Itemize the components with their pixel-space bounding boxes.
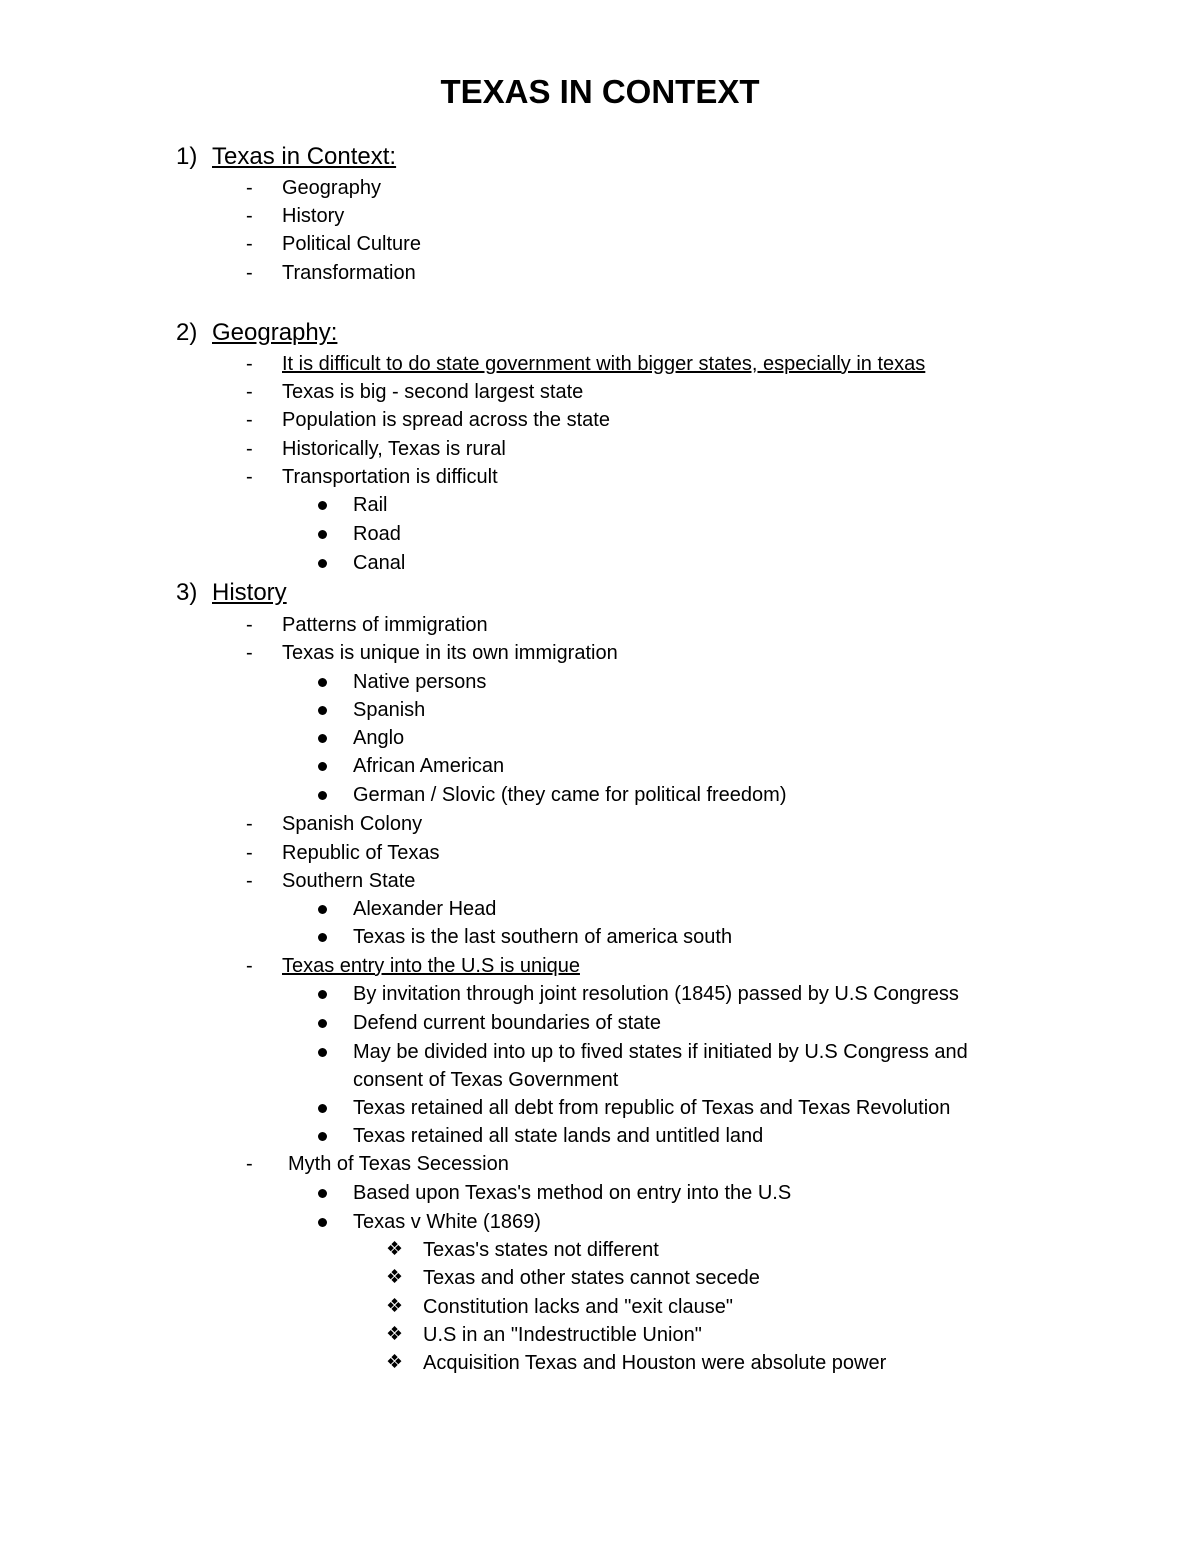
list-item: Population is spread across the state [282,409,610,431]
bullet-item: Spanish [353,699,426,721]
sub-bullet-item: Constitution lacks and "exit clause" [423,1296,733,1318]
bullet-item: German / Slovic (they came for political freedom) [353,784,787,806]
sub-bullet-item: U.S in an "Indestructible Union" [423,1324,702,1346]
section-1-heading [176,142,396,172]
bullet-item: Rail [353,494,388,516]
list-item: Myth of Texas Secession [288,1153,509,1175]
list-item: Patterns of immigration [282,614,488,636]
list-item: Southern State [282,870,416,892]
list-item: Transformation [282,262,416,284]
section-3-heading [176,578,287,608]
bullet-item: Anglo [353,727,405,749]
dash-marker: - [246,233,253,255]
list-item: Texas is unique in its own immigration [282,642,618,664]
bullet-item: Texas retained all debt from republic of Texas and Texas Revolution [353,1097,951,1119]
list-item: Transportation is difficult [282,466,498,488]
list-item: History [282,205,345,227]
list-item: Political Culture [282,233,421,255]
bullet-item: African American [353,755,505,777]
bullet-item: Based upon Texas's method on entry into the U.S [353,1182,792,1204]
list-item: Texas entry into the U.S is unique [282,955,580,977]
dash-marker: - [246,177,253,199]
bullet-item-continued: consent of Texas Government [353,1069,619,1091]
dash-marker: - [246,842,253,864]
dash-marker: - [246,870,253,892]
dash-marker: - [246,466,253,488]
section-number: 3) [176,579,198,606]
dash-marker: - [246,205,253,227]
section-title: Geography: [212,319,338,346]
dash-marker: - [246,381,253,403]
diamond-bullet-icon: ❖ [386,1352,404,1373]
sub-bullet-item: Texas and other states cannot secede [423,1267,760,1289]
dash-marker: - [246,353,253,375]
diamond-bullet-icon: ❖ [386,1296,404,1317]
dash-marker: - [246,614,253,636]
dash-marker: - [246,642,253,664]
page-title: TEXAS IN CONTEXT [440,73,760,110]
bullet-item: Texas v White (1869) [353,1211,541,1233]
diamond-bullet-icon: ❖ [386,1267,404,1288]
list-item: Texas is big - second largest state [282,381,584,403]
list-item: It is difficult to do state government with bigger states, especially in texas [282,353,926,375]
dash-marker: - [246,438,253,460]
diamond-bullet-icon: ❖ [386,1239,404,1260]
section-2-heading [176,318,337,348]
dash-marker: - [246,1153,253,1175]
bullet-item: Alexander Head [353,898,497,920]
sub-bullet-item: Acquisition Texas and Houston were absolute power [423,1352,887,1374]
sub-bullet-item: Texas's states not different [423,1239,659,1261]
section-number: 2) [176,319,198,346]
bullet-item: Texas retained all state lands and untitled land [353,1125,764,1147]
section-title: History [212,579,287,606]
bullet-item: May be divided into up to fived states if initiated by U.S Congress and [353,1041,968,1063]
bullet-item: Canal [353,552,406,574]
section-title: Texas in Context: [212,143,397,170]
list-item: Historically, Texas is rural [282,438,506,460]
bullet-item: By invitation through joint resolution (1845) passed by U.S Congress [353,983,959,1005]
list-item: Geography [282,177,381,199]
dash-marker: - [246,813,253,835]
list-item: Republic of Texas [282,842,440,864]
bullet-item: Road [353,523,401,545]
list-item: Spanish Colony [282,813,423,835]
bullet-item: Native persons [353,671,487,693]
dash-marker: - [246,262,253,284]
dash-marker: - [246,955,253,977]
bullet-item: Defend current boundaries of state [353,1012,661,1034]
section-number: 1) [176,143,198,170]
diamond-bullet-icon: ❖ [386,1324,404,1345]
dash-marker: - [246,409,253,431]
bullet-item: Texas is the last southern of america south [353,926,733,948]
